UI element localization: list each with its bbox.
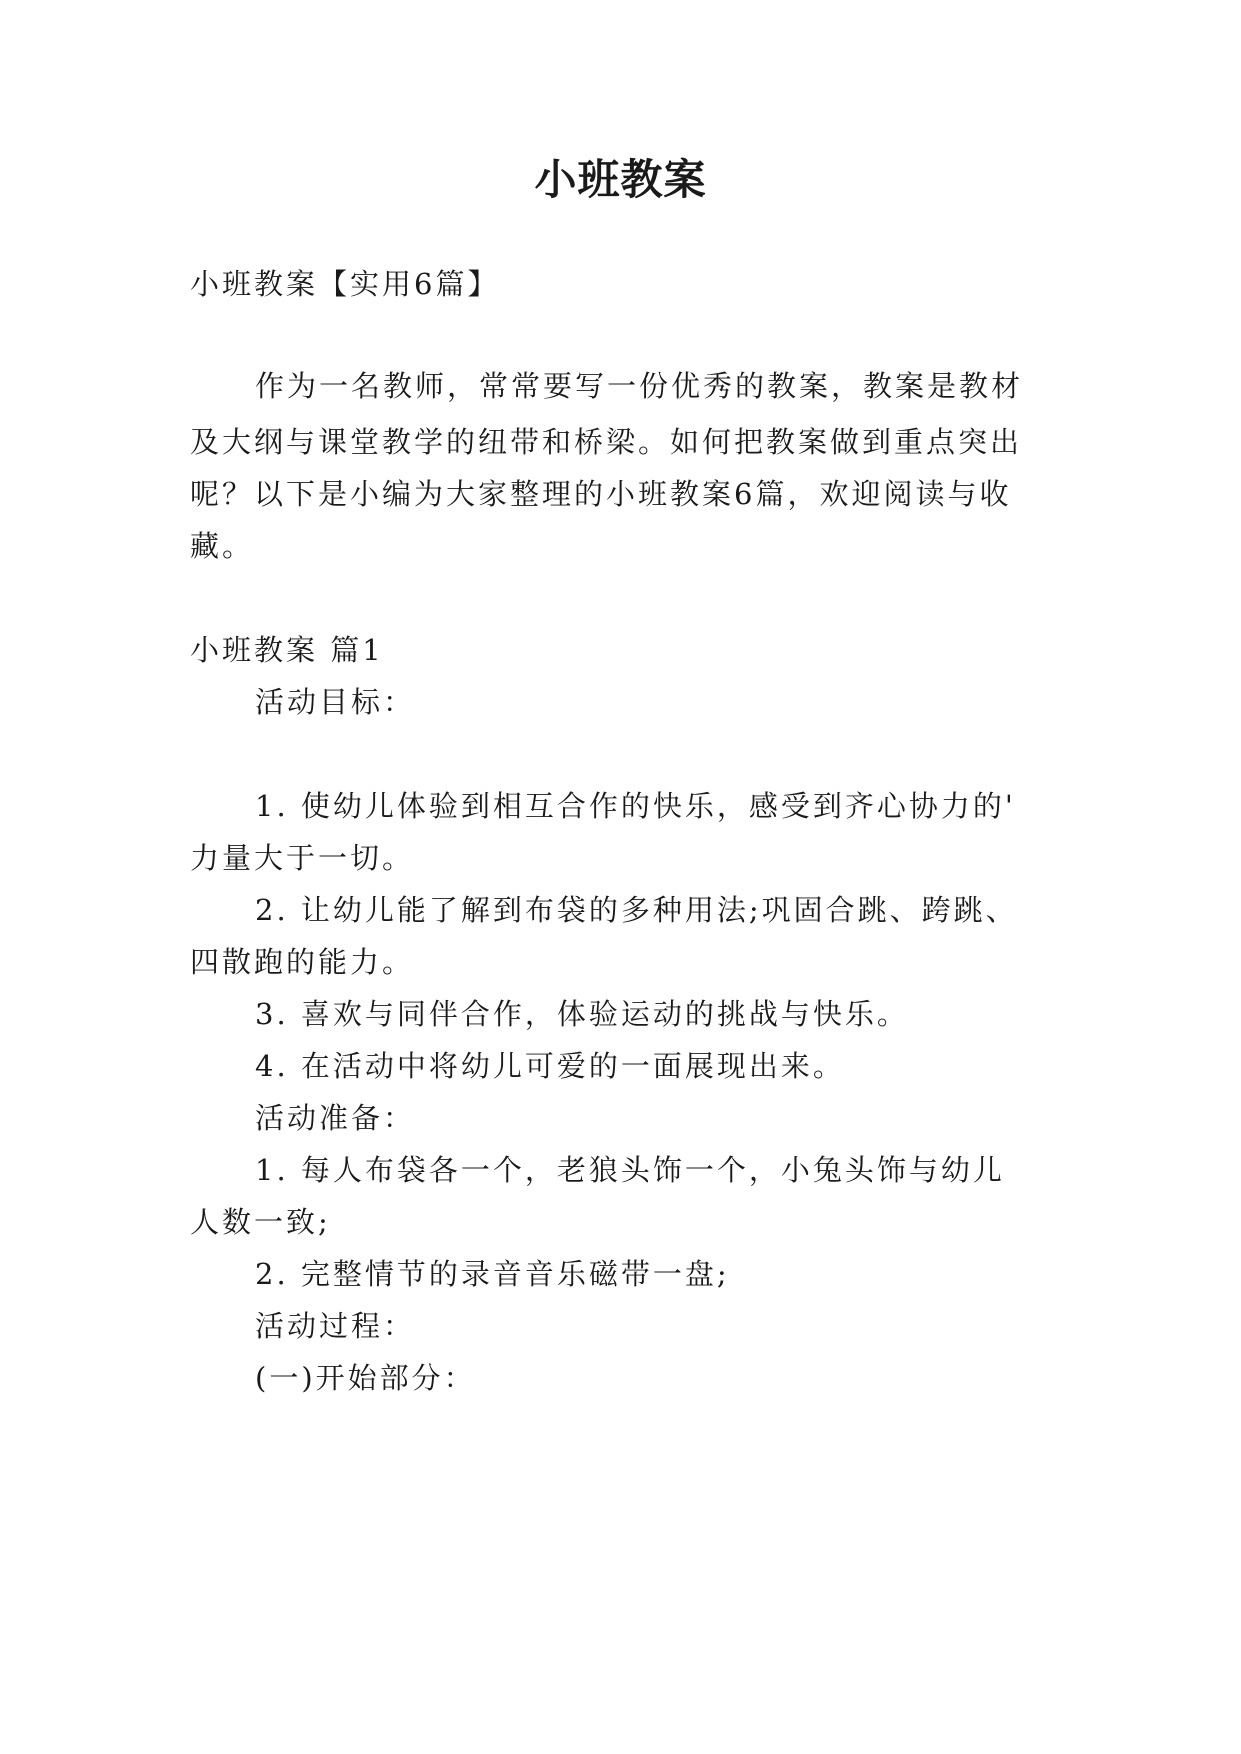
body-line: 活动目标： [255,685,416,719]
intro-line-3: 呢？以下是小编为大家整理的小班教案6篇，欢迎阅读与收 [190,477,1012,511]
body-line: 1. 每人布袋各一个，老狼头饰一个，小兔头饰与幼儿 [255,1153,1005,1187]
body-line: 2. 完整情节的录音音乐磁带一盘; [255,1257,730,1291]
body-line: 活动准备： [255,1101,416,1135]
body-line: 力量大于一切。 [190,841,415,875]
body-line: 人数一致; [190,1205,331,1239]
body-line: 四散跑的能力。 [190,945,415,979]
intro-line-4: 藏。 [190,529,255,563]
body-line: 3. 喜欢与同伴合作，体验运动的挑战与快乐。 [255,997,909,1031]
document-title: 小班教案 [534,155,707,204]
intro-line-2: 及大纲与课堂教学的纽带和桥梁。如何把教案做到重点突出 [190,425,1023,459]
body-line: 活动过程： [255,1309,416,1343]
body-line: 2. 让幼儿能了解到布袋的多种用法;巩固合跳、跨跳、 [255,893,1018,927]
body-line: (一)开始部分： [255,1361,476,1395]
body-line: 1. 使幼儿体验到相互合作的快乐，感受到齐心协力的' [255,789,1016,823]
body-line: 4. 在活动中将幼儿可爱的一面展现出来。 [255,1049,845,1083]
document-subtitle: 小班教案【实用6篇】 [190,267,500,301]
section-heading: 小班教案 篇1 [190,633,384,667]
intro-line-1: 作为一名教师，常常要写一份优秀的教案，教案是教材 [255,369,1024,403]
